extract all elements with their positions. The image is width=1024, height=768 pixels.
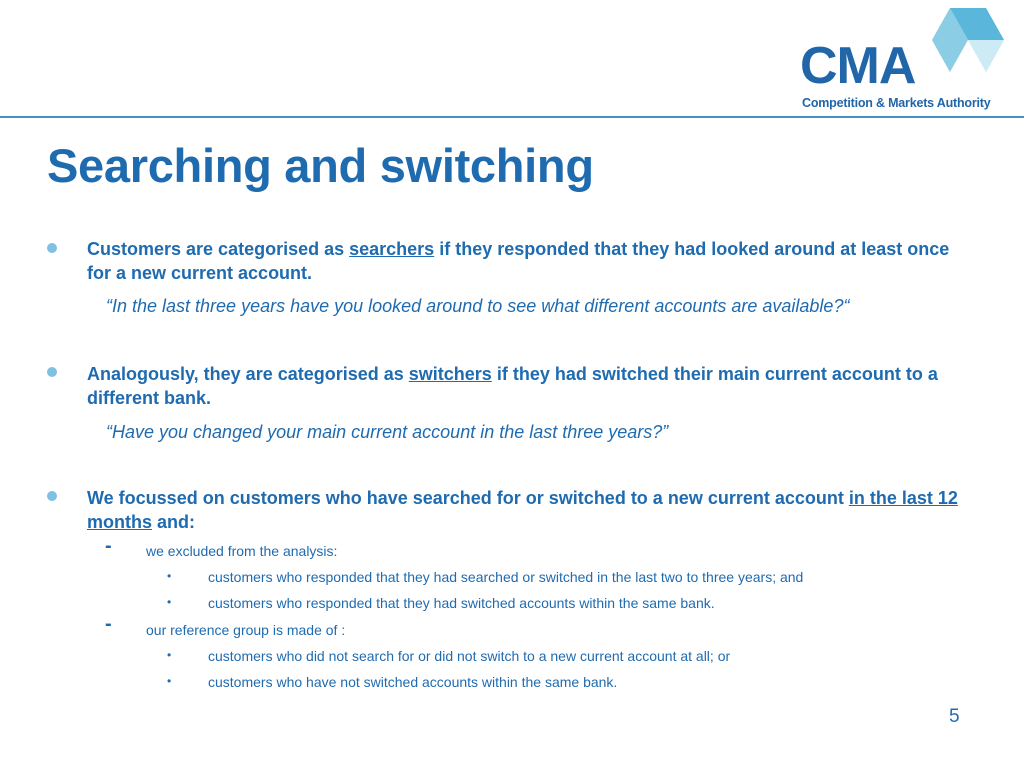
cma-logo [800,4,1010,112]
small-bullet: • [167,648,172,662]
sub-sub-item: customers who did not search for or did not switch to a new current account at all; or [208,648,731,664]
bullet-text-switchers [87,362,967,410]
bullet-text-focus [87,486,967,534]
sub-item-reference-group: our reference group is made of : [146,622,346,638]
bullet-dot [47,491,57,501]
term-last-12-months: in the last 12 months [87,488,958,532]
small-bullet: • [167,569,172,583]
page-title: Searching and switching [47,139,594,192]
logo-wordmark: CMA [800,37,916,95]
term-switchers: switchers [408,364,492,384]
bullet-text-part: Analogously, they are categorised as [87,364,409,384]
sub-sub-item: customers who responded that they had switched accounts within the same bank. [208,595,715,611]
quote-switchers: “Have you changed your main current account in the last three years?” [106,422,669,442]
bullet-text-part: Customers are categorised as [87,239,350,259]
bullet-text-part: and: [152,512,195,532]
sub-sub-item: customers who responded that they had searched or switched in the last two to three years; and [208,569,804,585]
bullet-dot [47,367,57,377]
bullet-text-searchers [87,237,967,285]
sub-item-excluded: we excluded from the analysis: [146,543,338,559]
term-searchers: searchers [349,239,435,259]
sub-sub-item: customers who have not switched accounts within the same bank. [208,674,618,690]
header-rule [0,116,1024,118]
bullet-text-part: if they responded that they had looked around at least once for a new current account. [87,239,950,283]
small-bullet: • [167,595,172,609]
small-bullet: • [167,674,172,688]
bullet-text-part: if they had switched their main current account to a different bank. [87,364,938,408]
page-number: 5 [949,706,960,727]
logo-subtitle: Competition & Markets Authority [802,96,991,110]
dash-marker: - [105,613,112,635]
bullet-text-part: We focussed on customers who have searched for or switched to a new current account [87,488,849,508]
dash-marker: - [105,535,112,557]
quote-searchers: “In the last three years have you looked around to see what different accounts are available?“ [106,296,850,316]
cma-hexagon-icon [928,4,1006,82]
bullet-dot [47,243,57,253]
